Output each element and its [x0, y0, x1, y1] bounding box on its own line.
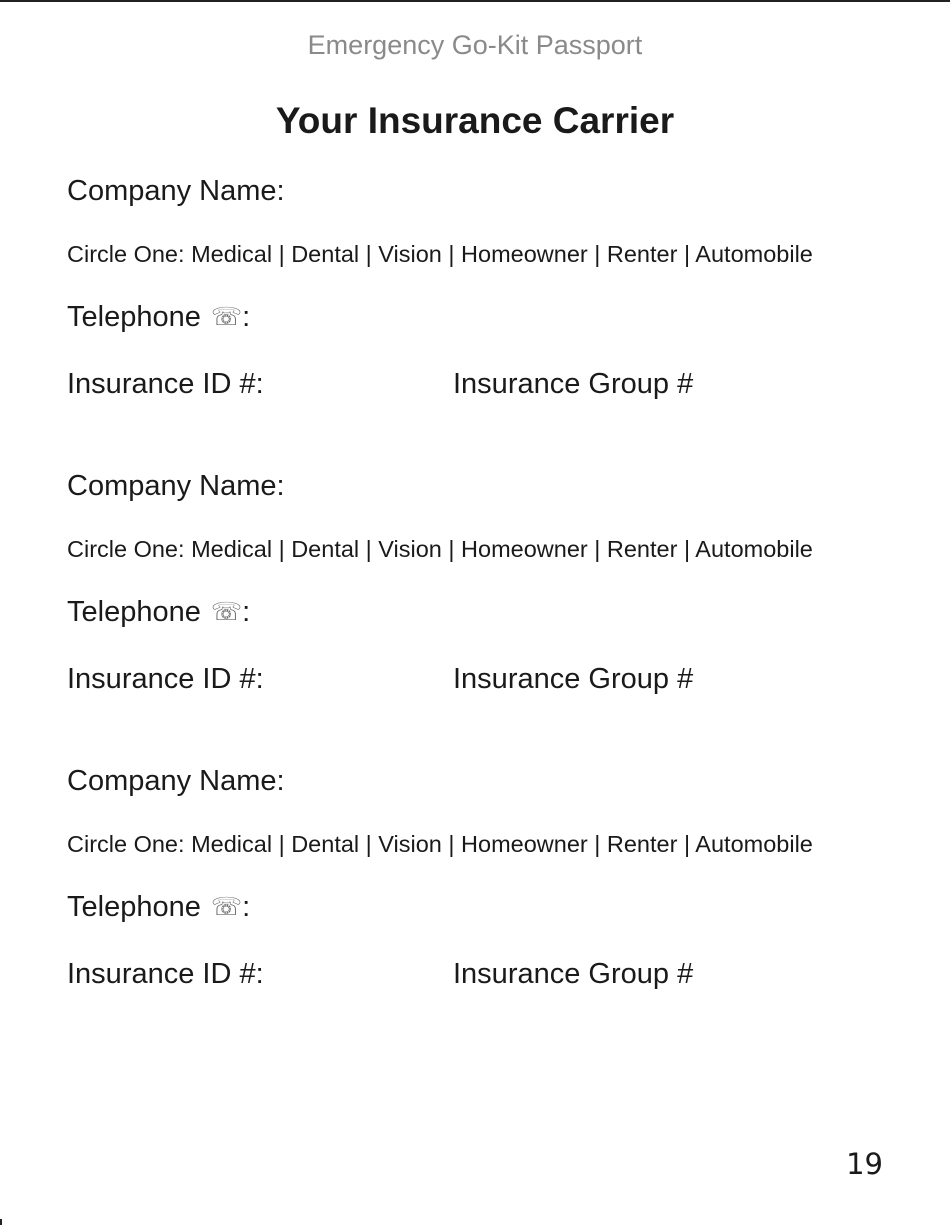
insurance-id-label: Insurance ID #:: [67, 663, 264, 695]
company-name-label: Company Name:: [67, 175, 285, 207]
coverage-type-options: Circle One: Medical | Dental | Vision | Homeowner | Renter | Automobile: [67, 536, 813, 562]
telephone-icon: ☏: [210, 597, 243, 626]
telephone-colon: :: [242, 891, 251, 923]
insurance-group-label: Insurance Group #: [453, 368, 694, 400]
insurance-id-label: Insurance ID #:: [67, 368, 264, 400]
carrier-block-2: [67, 469, 887, 699]
insurance-ids-row: [67, 367, 887, 401]
running-header: Emergency Go-Kit Passport: [307, 30, 643, 60]
insurance-group-label: Insurance Group #: [453, 958, 694, 990]
company-name-label: Company Name:: [67, 765, 285, 797]
telephone-colon: :: [242, 301, 251, 333]
telephone-row: [67, 300, 250, 334]
telephone-label: Telephone: [67, 301, 201, 333]
corner-mark: [0, 1219, 2, 1225]
telephone-row: [67, 890, 250, 924]
telephone-colon: :: [242, 596, 251, 628]
company-name-label: Company Name:: [67, 470, 285, 502]
top-border: [0, 0, 950, 2]
page-title: Your Insurance Carrier: [275, 100, 675, 141]
coverage-type-options: Circle One: Medical | Dental | Vision | Homeowner | Renter | Automobile: [67, 831, 813, 857]
telephone-icon: ☏: [210, 892, 243, 921]
insurance-id-label: Insurance ID #:: [67, 958, 264, 990]
carrier-block-1: [67, 174, 887, 404]
telephone-label: Telephone: [67, 596, 201, 628]
telephone-row: [67, 595, 250, 629]
insurance-group-label: Insurance Group #: [453, 663, 694, 695]
carrier-block-3: [67, 764, 887, 994]
page-number: 19: [846, 1147, 883, 1181]
telephone-label: Telephone: [67, 891, 201, 923]
telephone-icon: ☏: [210, 302, 243, 331]
insurance-ids-row: [67, 662, 887, 696]
coverage-type-options: Circle One: Medical | Dental | Vision | Homeowner | Renter | Automobile: [67, 241, 813, 267]
insurance-ids-row: [67, 957, 887, 991]
